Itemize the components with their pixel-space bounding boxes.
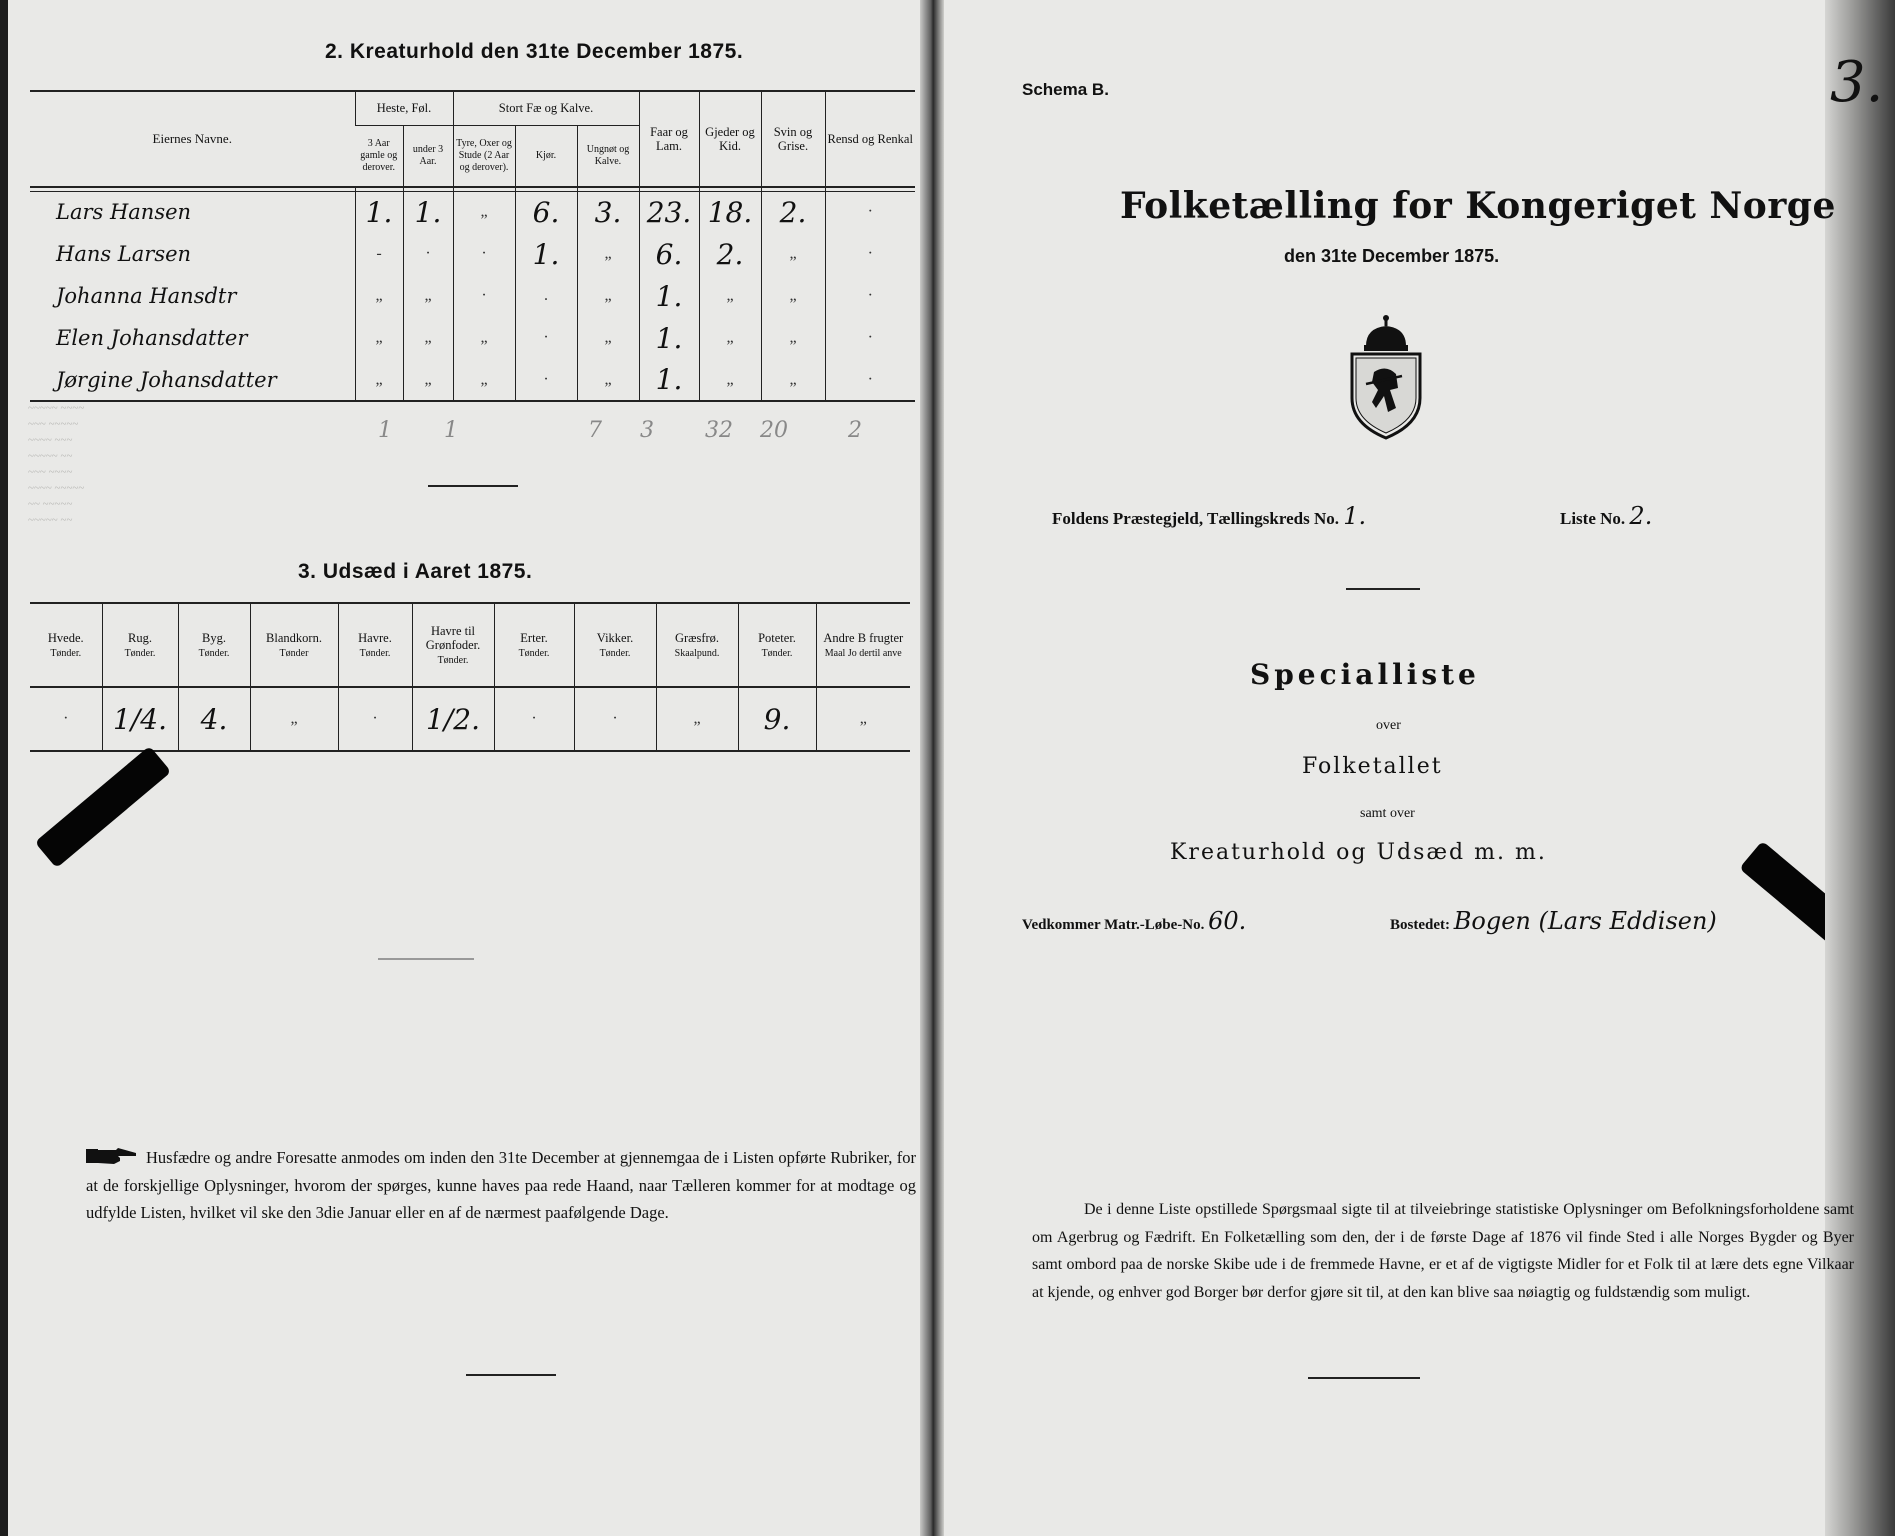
divider: [378, 958, 474, 960]
cell-svin: „: [761, 359, 825, 401]
cell-heste-3aar: -: [355, 233, 403, 275]
total-kjor: 7: [588, 418, 602, 443]
cell-heste-under3: „: [403, 317, 453, 359]
document-title: Folketælling for Kongeriget Norge: [1120, 185, 1836, 227]
cell-heste-under3: ·: [403, 233, 453, 275]
owner-name: Johanna Hansdtr: [56, 284, 237, 308]
header-heste-under3: under 3 Aar.: [403, 125, 453, 187]
total-gjeder: 20: [760, 418, 788, 443]
header-tyre: Tyre, Oxer og Stude (2 Aar og derover).: [453, 125, 515, 187]
schema-label: Schema B.: [1022, 80, 1109, 99]
cell-faar: 1.: [639, 275, 699, 317]
cell-hvede: ·: [63, 710, 69, 727]
cell-faar: 23.: [639, 191, 699, 233]
header-vikker: Vikker. Tønder.: [574, 603, 656, 687]
specialliste-title: Specialliste: [1250, 658, 1480, 691]
document-subtitle: den 31te December 1875.: [1284, 246, 1500, 266]
cell-rensdyr: ·: [825, 233, 915, 275]
cell-heste-under3: „: [403, 275, 453, 317]
header-andre-frugter: Andre B frugter Maal Jo dertil anve: [816, 603, 910, 687]
cell-svin: „: [761, 317, 825, 359]
divider: [428, 485, 518, 487]
cell-tyre: „: [453, 359, 515, 401]
table-row: [30, 359, 915, 401]
header-erter: Erter. Tønder.: [494, 603, 574, 687]
total-heste-3aar: 1: [378, 418, 392, 443]
table-row: [30, 191, 915, 233]
cell-kjor: .: [515, 275, 577, 317]
bosted-value: Bogen (Lars Eddisen): [1453, 907, 1717, 935]
cell-faar: 1.: [639, 359, 699, 401]
cell-gjeder: 18.: [699, 191, 761, 233]
table-row: [30, 687, 910, 751]
kreds-label: Tællingskreds No.: [1207, 509, 1339, 528]
cell-andre-frugter: „: [816, 687, 910, 751]
bosted-line: [1390, 907, 1717, 935]
cell-vikker: ·: [574, 687, 656, 751]
prestegjeld-label: Foldens Præstegjeld,: [1052, 509, 1204, 528]
cell-kjor: 1.: [515, 233, 577, 275]
header-heste: Heste, Føl.: [355, 91, 453, 125]
cell-gjeder: „: [699, 275, 761, 317]
page-number: 3.: [1830, 50, 1884, 115]
cell-heste-under3: „: [403, 359, 453, 401]
cell-svin: „: [761, 233, 825, 275]
header-byg: Byg. Tønder.: [178, 603, 250, 687]
cell-byg: 4.: [178, 687, 250, 751]
total-heste-under3: 1: [444, 418, 458, 443]
header-hvede: Hvede. Tønder.: [47, 630, 84, 659]
cell-gjeder: 2.: [699, 233, 761, 275]
liste-label: Liste No.: [1560, 509, 1626, 528]
cell-kjor: 6.: [515, 191, 577, 233]
kreaturhold-table: [30, 90, 915, 402]
purpose-paragraph: De i denne Liste opstillede Spørgsmaal sigte til at tilveiebringe statistiske Oplysninger om Befolkningsforholdene samt om Agerbrug og Fædrift. En Folketælling som den, der i de første Dage af 1876 vil finde Sted i alle Norges Bygder og Byer samt ombord paa de norske Skibe ude i de fremmede Havne, er et af de vigtigste Midler for et Folk til at lære dets egne Vilkaar at kjende, og enhver god Borger bør derfor gjøre sit til, at den kan blive saa nøiagtig og fuldstændig som muligt.: [1032, 1201, 1854, 1301]
matr-label: Vedkommer Matr.-Løbe-No.: [1022, 917, 1205, 933]
header-rensdyr: Rensd og Renkal: [825, 91, 915, 187]
header-ungnot: Ungnøt og Kalve.: [577, 125, 639, 187]
header-kjor: Kjør.: [515, 125, 577, 187]
cell-ungnot: „: [577, 317, 639, 359]
notice-paragraph: Husfædre og andre Foresatte anmodes om inden den 31te December at gjennemgaa de i Listen opførte Rubriker, for at de forskjellige Oplysninger, hvorom der spørges, kunne haves paa rede Haand, naar Tælleren kommer for at modtage og udfylde Listen, hvilket vil ske den 3die Januar eller en af de nærmest paafølgende Dage.: [86, 1144, 916, 1227]
header-blandkorn: Blandkorn. Tønder: [250, 603, 338, 687]
header-rug: Rug. Tønder.: [102, 603, 178, 687]
norwegian-coat-of-arms-icon: [1346, 312, 1426, 442]
total-faar: 32: [705, 418, 733, 443]
header-poteter: Poteter. Tønder.: [738, 603, 816, 687]
total-svin: 2: [848, 418, 862, 443]
liste-value: 2.: [1629, 502, 1653, 530]
bleed-through-text: ~~~~~ ~~~~ ~~~ ~~~~~ ~~~~ ~~~ ~~~~~ ~~ ~~~ ~~~~ ~~~~ ~~~~~ ~~ ~~~~~ ~~~~~ ~~: [28, 402, 85, 526]
divider: [466, 1374, 556, 1376]
table-row: [30, 233, 915, 275]
kreds-value: 1.: [1343, 502, 1367, 530]
cell-havre-gronfoder: 1/2.: [412, 687, 494, 751]
divider: [1346, 588, 1420, 590]
cell-tyre: ·: [453, 275, 515, 317]
cell-tyre: „: [453, 191, 515, 233]
cell-faar: 6.: [639, 233, 699, 275]
cell-erter: ·: [494, 687, 574, 751]
cell-kjor: ·: [515, 359, 577, 401]
bosted-label: Bostedet:: [1390, 917, 1450, 933]
header-gjeder: Gjeder og Kid.: [699, 91, 761, 187]
cell-rug: 1/4.: [102, 687, 178, 751]
matr-value: 60.: [1208, 907, 1247, 935]
owner-name: Hans Larsen: [56, 242, 192, 266]
kreaturhold-udsaed-text: Kreaturhold og Udsæd m. m.: [1170, 840, 1547, 865]
cell-rensdyr: ·: [825, 359, 915, 401]
location-line: [1052, 502, 1366, 530]
samt-over-text: samt over: [1360, 806, 1415, 821]
header-graesfro: Græsfrø. Skaalpund.: [656, 603, 738, 687]
cell-ungnot: „: [577, 359, 639, 401]
cell-rensdyr: ·: [825, 317, 915, 359]
owner-name: Elen Johansdatter: [56, 326, 248, 350]
cell-svin: 2.: [761, 191, 825, 233]
cell-ungnot: 3.: [577, 191, 639, 233]
divider: [1308, 1377, 1420, 1379]
cell-ungnot: „: [577, 275, 639, 317]
header-heste-3aar: 3 Aar gamle og derover.: [360, 137, 398, 173]
udsaed-table: [30, 602, 910, 752]
cell-blandkorn: „: [250, 687, 338, 751]
cell-tyre: „: [453, 317, 515, 359]
cell-gjeder: „: [699, 359, 761, 401]
cell-heste-3aar: 1.: [355, 191, 403, 233]
book-gutter: [920, 0, 944, 1536]
header-faar: Faar og Lam.: [639, 91, 699, 187]
header-owner: Eiernes Navne.: [152, 131, 232, 146]
cell-ungnot: „: [577, 233, 639, 275]
cell-graesfro: „: [656, 687, 738, 751]
cell-havre: ·: [338, 687, 412, 751]
owner-name: Jørgine Johansdatter: [56, 367, 277, 392]
cell-rensdyr: ·: [825, 191, 915, 233]
cell-gjeder: „: [699, 317, 761, 359]
cell-tyre: ·: [453, 233, 515, 275]
cell-kjor: ·: [515, 317, 577, 359]
header-stort-fae: Stort Fæ og Kalve.: [453, 91, 639, 125]
cell-heste-3aar: „: [355, 317, 403, 359]
table-row: [30, 275, 915, 317]
header-svin: Svin og Grise.: [761, 91, 825, 187]
cell-heste-3aar: „: [355, 359, 403, 401]
cell-faar: 1.: [639, 317, 699, 359]
cell-rensdyr: ·: [825, 275, 915, 317]
section2-title: 2. Kreaturhold den 31te December 1875.: [325, 40, 744, 63]
cell-poteter: 9.: [738, 687, 816, 751]
total-ungnot: 3: [640, 418, 654, 443]
over-text: over: [1376, 718, 1401, 733]
folketallet-text: Folketallet: [1302, 754, 1443, 779]
liste-line: [1560, 502, 1652, 530]
cell-heste-under3: 1.: [403, 191, 453, 233]
header-havre-gronfoder: Havre til Grønfoder. Tønder.: [412, 603, 494, 687]
section3-title: 3. Udsæd i Aaret 1875.: [298, 560, 533, 583]
cell-heste-3aar: „: [355, 275, 403, 317]
header-havre: Havre. Tønder.: [338, 603, 412, 687]
table-row: [30, 317, 915, 359]
pointing-hand-icon: [86, 1145, 140, 1167]
matr-line: [1022, 907, 1246, 935]
owner-name: Lars Hansen: [56, 200, 192, 225]
cell-svin: „: [761, 275, 825, 317]
